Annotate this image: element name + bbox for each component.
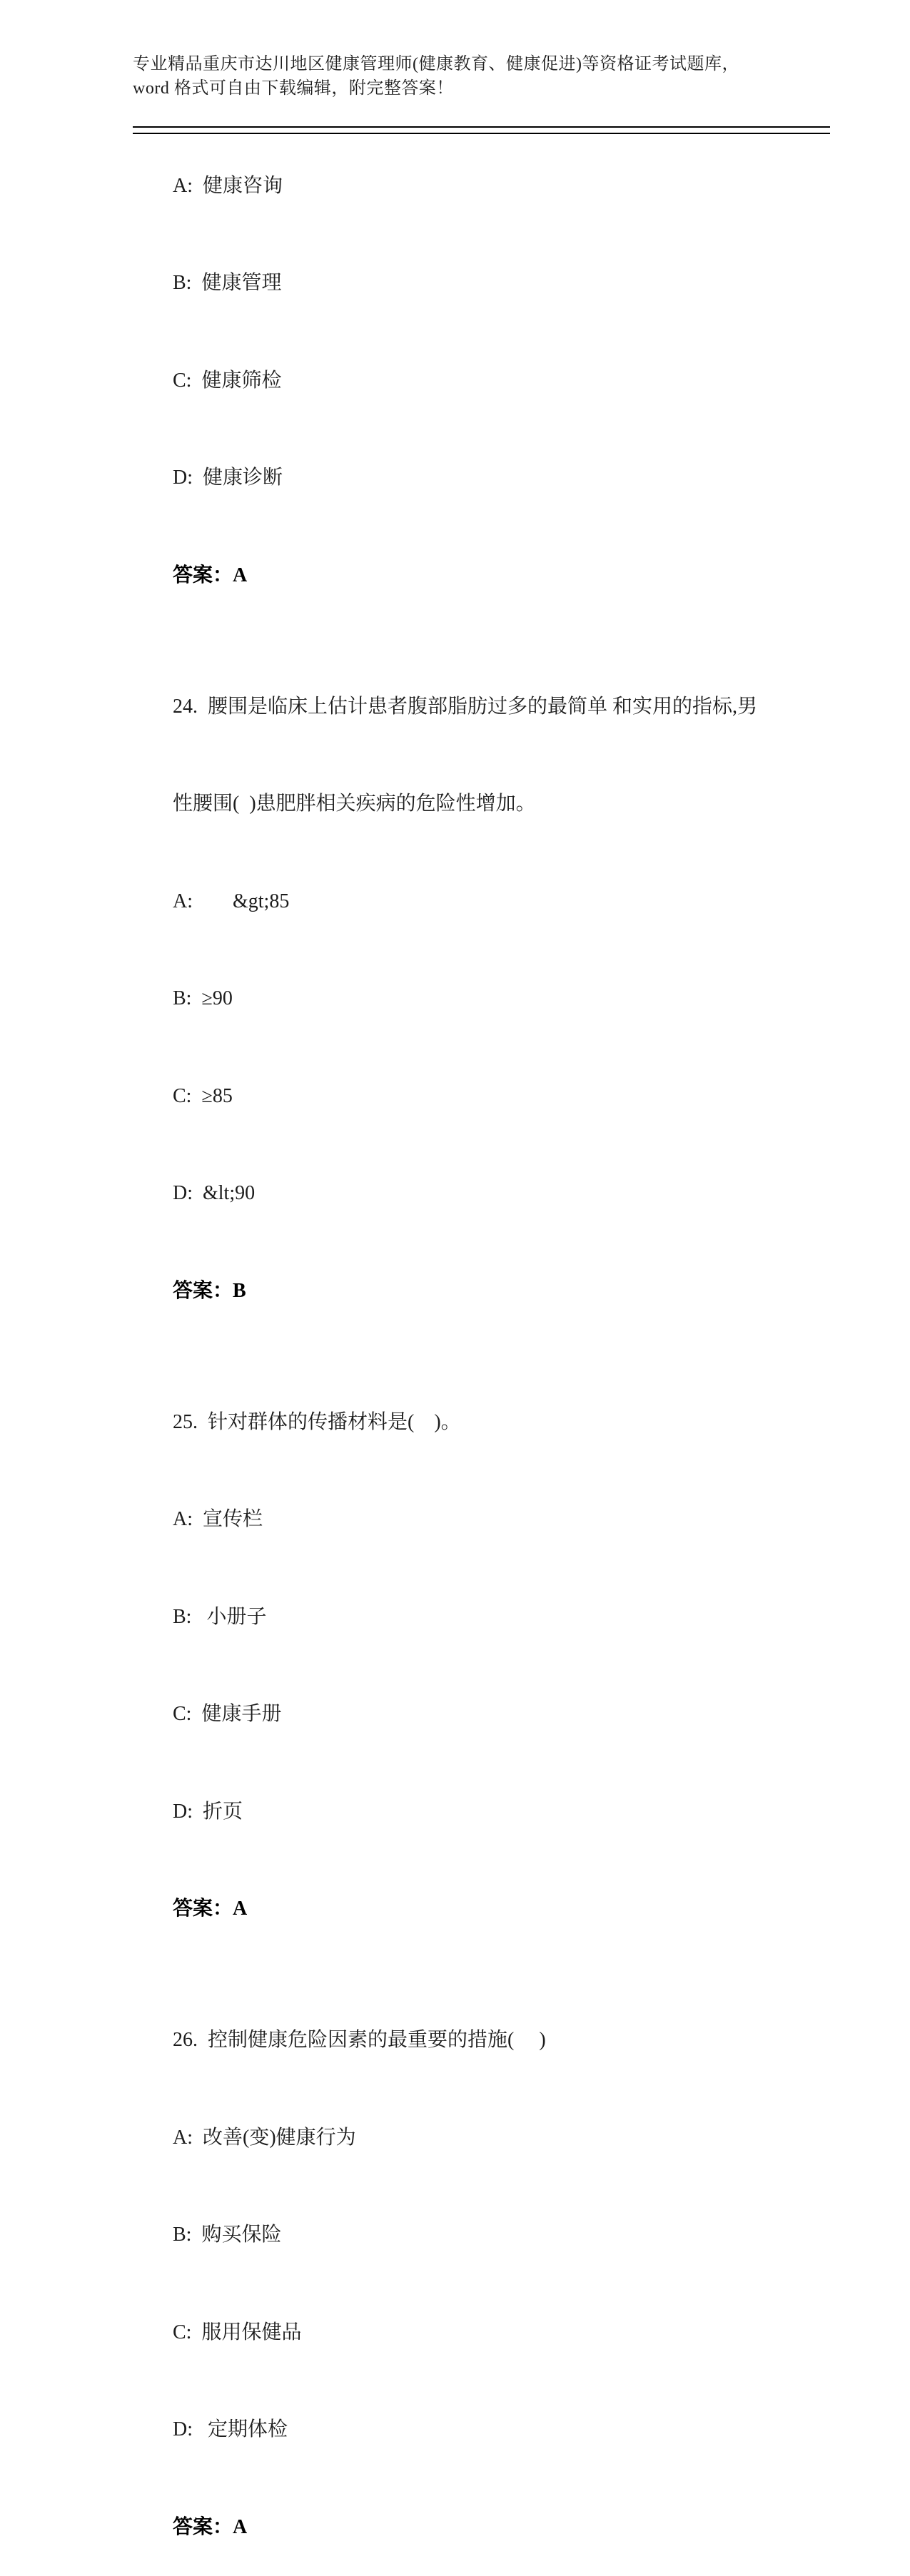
option-text: 宣传栏 xyxy=(203,1508,263,1530)
option-row-d xyxy=(133,1763,789,1860)
option-text: &gt;85 xyxy=(203,890,290,912)
option-row-a xyxy=(133,2089,789,2186)
header-line-2: word 格式可自由下载编辑，附完整答案！ xyxy=(133,79,454,98)
answer-label: 答案： xyxy=(173,564,233,586)
question-text: 性腰围( )患肥胖相关疾病的危险性增加。 xyxy=(173,793,536,815)
question-line xyxy=(133,1992,789,2089)
document-content xyxy=(133,137,789,2576)
option-text: 购买保险 xyxy=(201,2224,282,2246)
option-row-c xyxy=(133,1666,789,1763)
option-row-b xyxy=(133,2186,789,2284)
option-label: A: xyxy=(173,1508,193,1530)
option-row-b xyxy=(133,1568,789,1666)
option-label: D: xyxy=(173,467,193,489)
option-text: 服用保健品 xyxy=(201,2321,302,2343)
question-26-block xyxy=(133,1992,789,2576)
option-text: &lt;90 xyxy=(203,1182,256,1204)
option-text: 健康咨询 xyxy=(203,174,283,197)
question-line xyxy=(133,658,789,755)
option-label: C: xyxy=(173,1084,192,1107)
question-24-block xyxy=(133,658,789,1340)
option-label: A: xyxy=(173,890,193,912)
option-label: B: xyxy=(173,1605,192,1628)
option-label: D: xyxy=(173,1800,193,1823)
option-text: 小册子 xyxy=(201,1605,267,1628)
option-text: 健康筛检 xyxy=(201,369,282,392)
answer-row xyxy=(133,526,789,624)
question-25-block xyxy=(133,1373,789,1958)
option-label: C: xyxy=(173,2321,192,2343)
question-text: 控制健康危险因素的最重要的措施( ) xyxy=(208,2029,546,2051)
option-row-a xyxy=(133,852,789,950)
option-text: 定期体检 xyxy=(203,2418,288,2440)
answer-label: 答案： xyxy=(173,1898,233,1920)
option-label: D: xyxy=(173,2418,193,2440)
question-number: 26. xyxy=(173,2029,198,2051)
option-row-c xyxy=(133,332,789,429)
option-label: D: xyxy=(173,1182,193,1204)
option-label: C: xyxy=(173,369,192,392)
header-divider-double-line xyxy=(133,126,830,134)
answer-row xyxy=(133,1860,789,1958)
option-row-d xyxy=(133,429,789,527)
option-label: C: xyxy=(173,1703,192,1725)
option-label: A: xyxy=(173,2126,193,2149)
question-line xyxy=(133,1373,789,1471)
question-text: 腰围是临床上估计患者腹部脂肪过多的最简单 和实用的指标,男 xyxy=(208,695,758,718)
answer-label: 答案： xyxy=(173,1279,233,1302)
question-text: 针对群体的传播材料是( )。 xyxy=(208,1410,461,1433)
option-label: B: xyxy=(173,987,192,1009)
option-row-d xyxy=(133,1145,789,1243)
option-row-b xyxy=(133,950,789,1048)
option-row-d xyxy=(133,2381,789,2479)
option-text: 健康诊断 xyxy=(203,467,283,489)
answer-value: B xyxy=(233,1279,246,1302)
question-number: 24. xyxy=(173,695,198,718)
option-label: B: xyxy=(173,2224,192,2246)
option-text: ≥85 xyxy=(201,1084,233,1107)
document-header xyxy=(133,52,797,101)
option-row-a xyxy=(133,137,789,235)
option-row-c xyxy=(133,1047,789,1145)
header-line-1: 专业精品重庆市达川地区健康管理师(健康教育、健康促进)等资格证考试题库， xyxy=(133,55,739,73)
option-text: 健康管理 xyxy=(201,272,282,294)
option-text: 健康手册 xyxy=(201,1703,282,1725)
question-23-options-block xyxy=(133,137,789,624)
answer-value: A xyxy=(233,1898,248,1920)
option-row-c xyxy=(133,2284,789,2381)
option-text: 折页 xyxy=(203,1800,243,1823)
answer-row xyxy=(133,1242,789,1340)
answer-value: A xyxy=(233,2515,248,2538)
option-row-a xyxy=(133,1471,789,1569)
question-number: 25. xyxy=(173,1410,198,1433)
option-label: A: xyxy=(173,174,193,197)
answer-value: A xyxy=(233,564,248,586)
option-text: 改善(变)健康行为 xyxy=(203,2126,356,2149)
answer-row xyxy=(133,2478,789,2576)
answer-label: 答案： xyxy=(173,2515,233,2538)
question-line xyxy=(133,755,789,853)
option-label: B: xyxy=(173,272,192,294)
option-row-b xyxy=(133,235,789,332)
option-text: ≥90 xyxy=(201,987,233,1009)
